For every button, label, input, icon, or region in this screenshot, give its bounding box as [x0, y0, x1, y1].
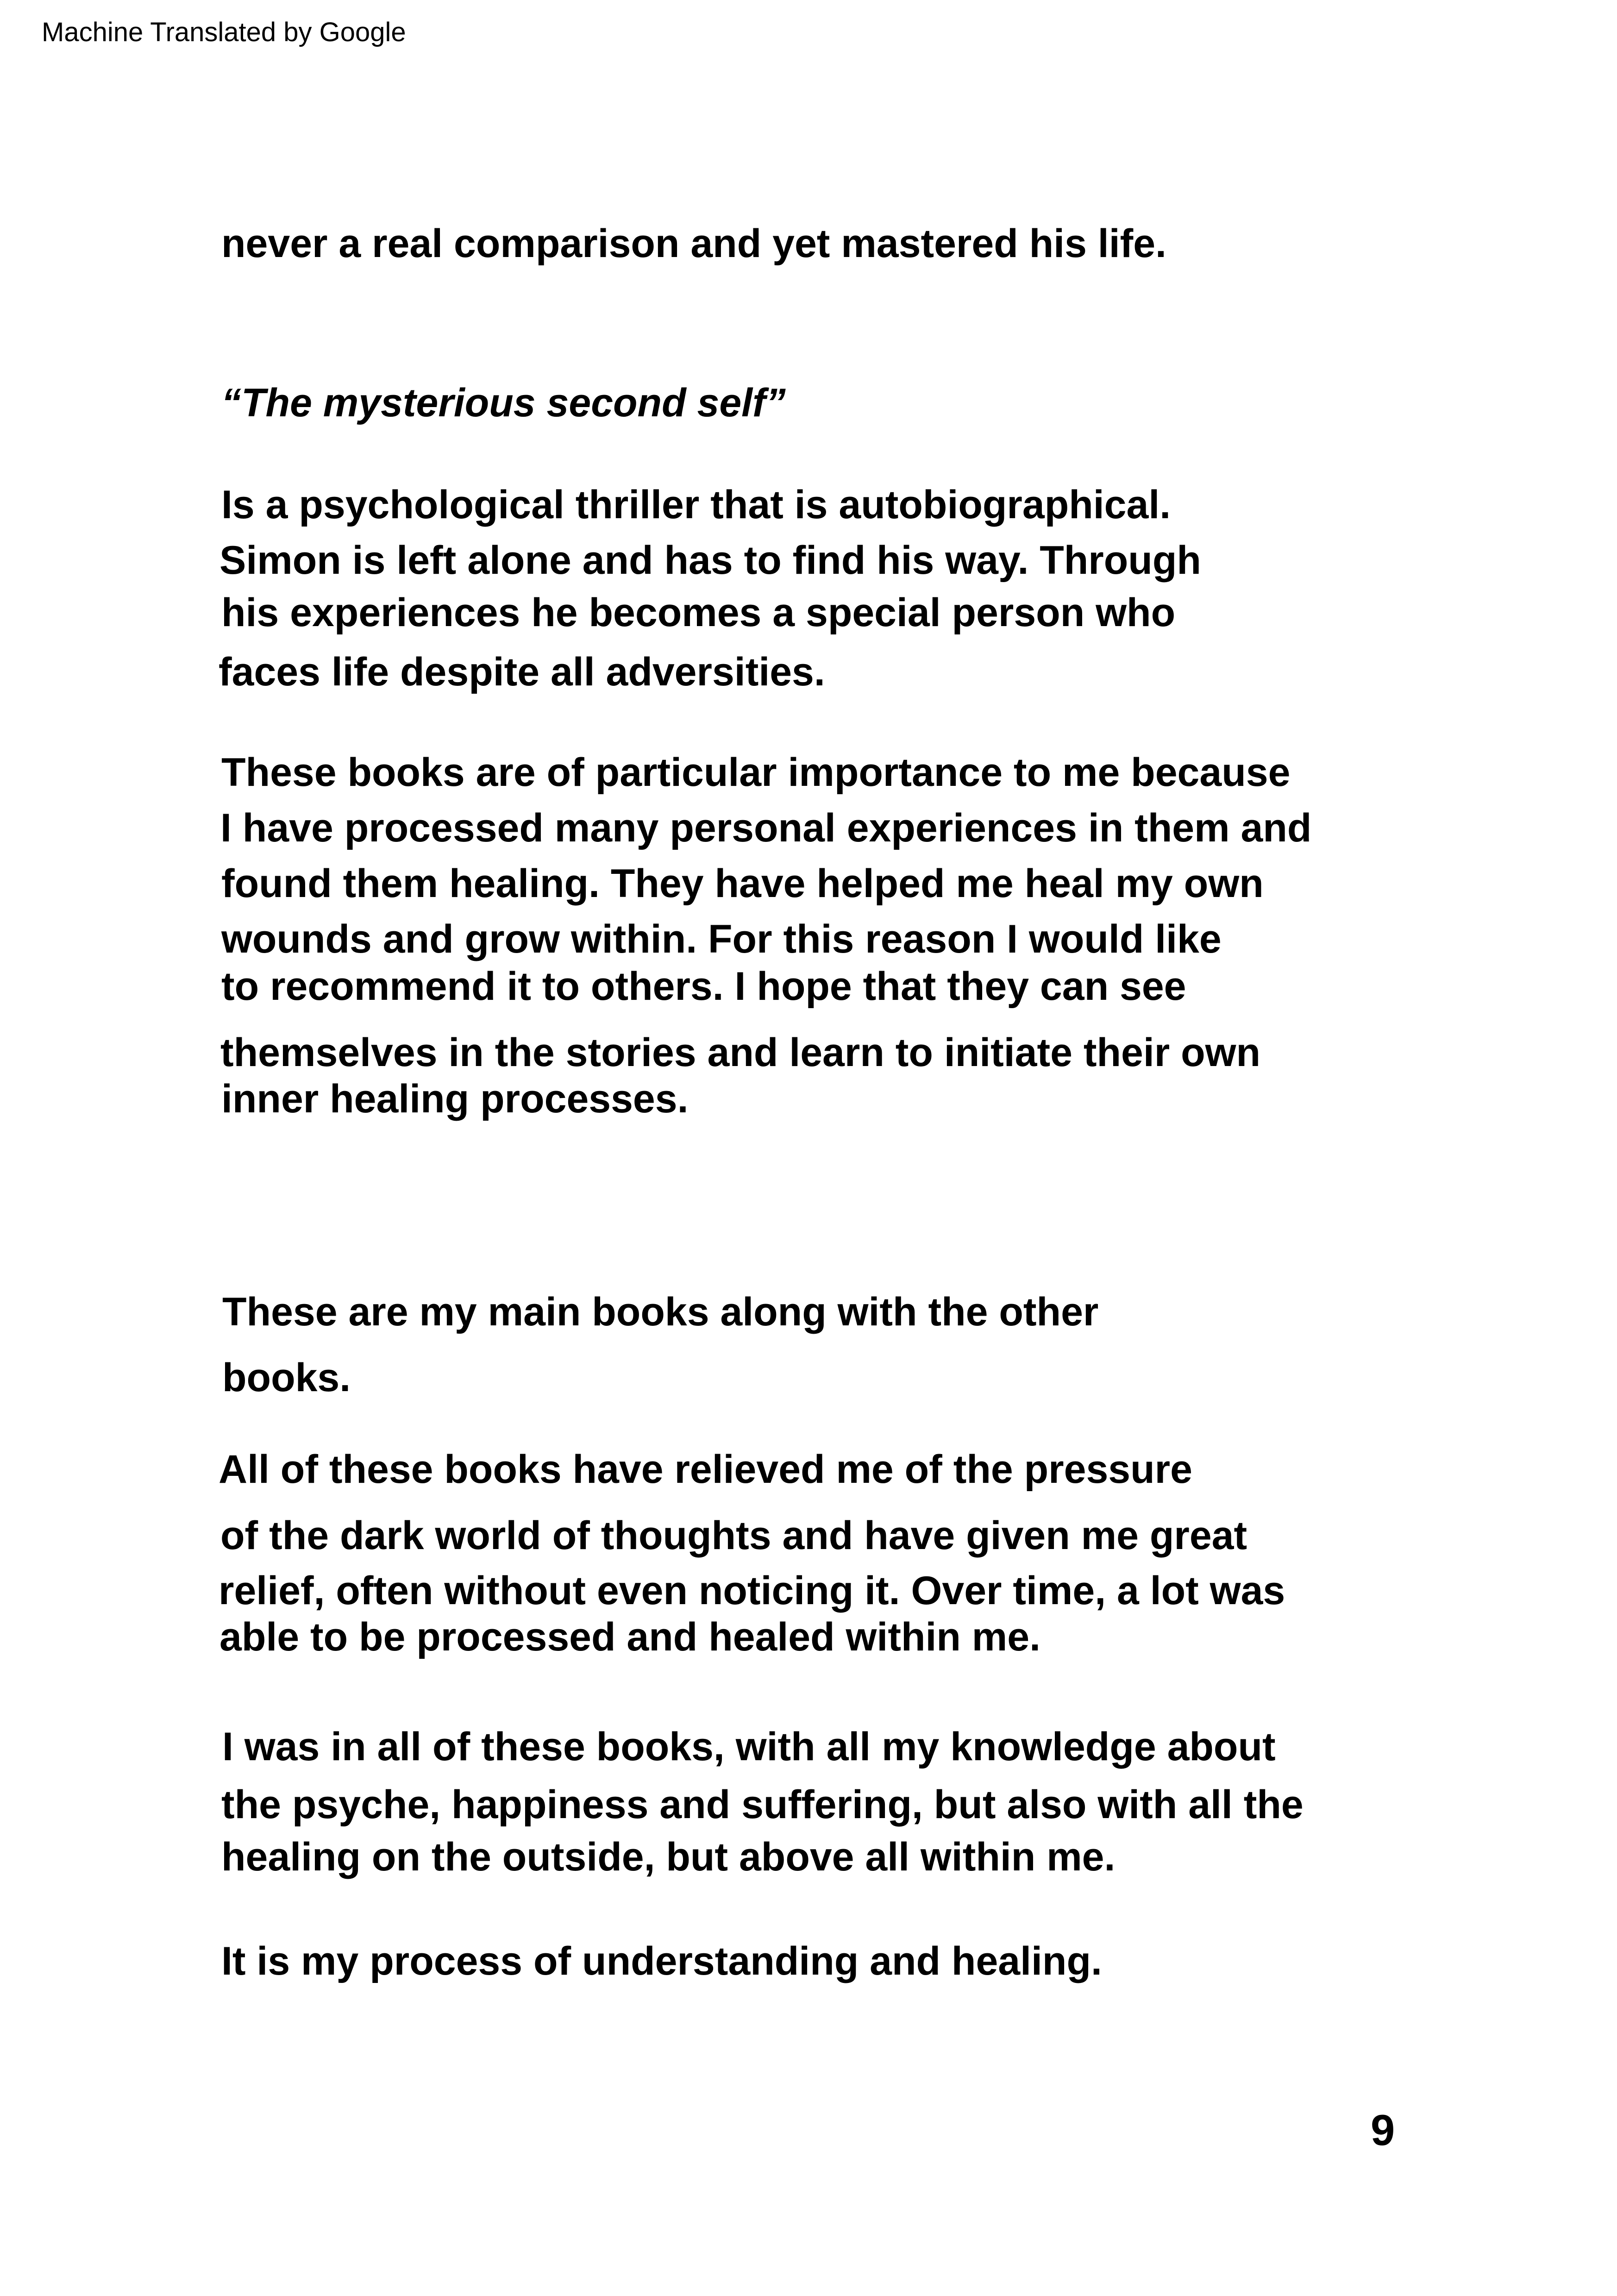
page-number: 9 [1371, 2106, 1395, 2154]
text-line: I have processed many personal experiences in them and [220, 806, 1312, 850]
text-line: I was in all of these books, with all my knowledge about [222, 1725, 1276, 1769]
text-line: faces life despite all adversities. [219, 650, 825, 694]
text-line: able to be processed and healed within me. [219, 1615, 1040, 1659]
text-line: It is my process of understanding and healing. [221, 1939, 1102, 1983]
text-line: These are my main books along with the other [222, 1290, 1099, 1334]
text-line: found them healing. They have helped me heal my own [221, 861, 1264, 906]
text-line: relief, often without even noticing it. Over time, a lot was [219, 1568, 1285, 1613]
text-line: never a real comparison and yet mastered his life. [221, 221, 1166, 266]
text-line: to recommend it to others. I hope that they can see [221, 964, 1186, 1009]
text-line: All of these books have relieved me of the pressure [219, 1447, 1192, 1492]
text-line: of the dark world of thoughts and have given me great [220, 1513, 1247, 1558]
text-line: Is a psychological thriller that is autobiographical. [221, 483, 1171, 527]
text-line: These books are of particular importance to me because [221, 750, 1291, 795]
text-line: healing on the outside, but above all within me. [221, 1835, 1116, 1879]
translation-notice: Machine Translated by Google [42, 17, 406, 47]
text-line: Simon is left alone and has to find his way. Through [219, 538, 1201, 583]
text-line: wounds and grow within. For this reason I would like [221, 917, 1222, 961]
text-line: his experiences he becomes a special person who [221, 590, 1176, 635]
book-title: “The mysterious second self” [221, 381, 786, 425]
text-line: the psyche, happiness and suffering, but also with all the [221, 1782, 1304, 1827]
text-line: inner healing processes. [221, 1077, 689, 1121]
text-line: books. [222, 1355, 351, 1400]
text-line: themselves in the stories and learn to initiate their own [220, 1030, 1261, 1075]
